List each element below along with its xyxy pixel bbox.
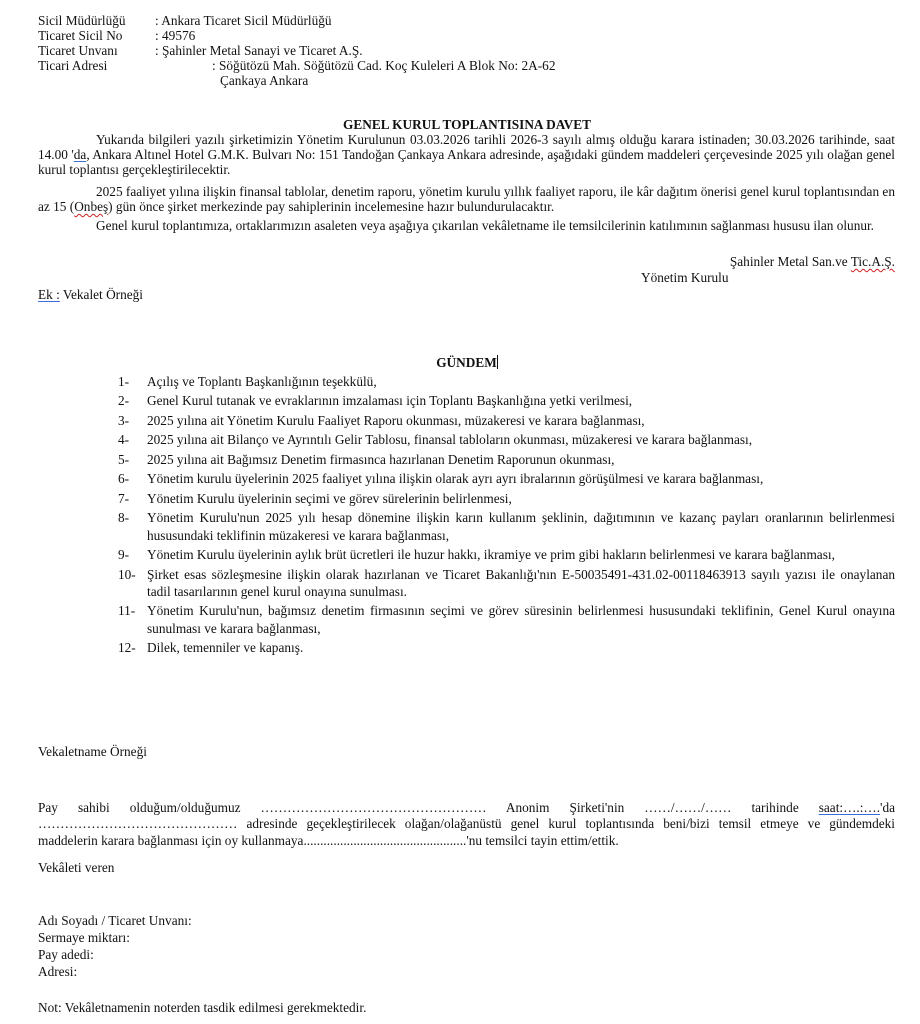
proxy-field-capital: Sermaye miktarı:: [38, 930, 130, 945]
invitation-paragraph-2: [38, 184, 895, 214]
proxy-text-end: 'da ……………………………………… adresinde geçekleştirilecek olağan/olağanüstü genel kurul toplantısında beni/bizi temsil etmeye ve gündemdeki maddelerin karara bağlanması için oy kullanmaya.................................................'nu temsilci tayin ettim/ettik.: [38, 800, 895, 848]
p1-text-end: , Ankara Altınel Hotel G.M.K. Bulvarı No: 151 Tandoğan Çankaya Ankara adresinde, aşağıdaki gündem maddeleri çerçevesinde 2025 yılı olağan genel kurul toplantısı gerçekleştirilecektir.: [38, 147, 895, 177]
agenda-item-text: Yönetim Kurulu'nun 2025 yılı hesap dönemine ilişkin karın kullanım şeklinin, dağıtımının ve kazanç payları oranlarının belirlenmesi hususundaki teklifinin müzakeresi ve karara bağlanması,: [147, 510, 895, 543]
attachment-label[interactable]: Ek :: [38, 287, 60, 302]
proxy-paragraph: [38, 800, 895, 849]
agenda-item-number: 2-: [118, 393, 130, 409]
agenda-item: [118, 509, 895, 544]
registry-no-label: Ticaret Sicil No: [38, 28, 123, 43]
trade-name-label: Ticaret Unvanı: [38, 43, 118, 58]
invitation-paragraph-3: [38, 218, 895, 233]
agenda-item-number: 11-: [118, 603, 136, 619]
spellcheck-marked-da[interactable]: da: [73, 147, 87, 162]
agenda-item: [118, 392, 895, 409]
invitation-paragraph-1: [38, 132, 895, 177]
agenda-item-text: Yönetim Kurulu'nun, bağımsız denetim firmasının seçimi ve görev süresinin belirlenmesi hususundaki teklifinin, Genel Kurul onayına sunulması ve karara bağlanması,: [147, 603, 895, 636]
agenda-item: [118, 431, 895, 448]
agenda-item-text: 2025 yılına ait Bilanço ve Ayrıntılı Gelir Tablosu, finansal tabloların okunması, müzakeresi ve karara bağlanması,: [147, 432, 753, 448]
notary-note: Not: Vekâletnamenin noterden tasdik edilmesi gerekmektedir.: [38, 1000, 367, 1015]
agenda-item-text: 2025 yılına ait Yönetim Kurulu Faaliyet Raporu okunması, müzakeresi ve karara bağlanması,: [147, 412, 645, 428]
agenda-item-text: Yönetim Kurulu üyelerinin seçimi ve görev sürelerinin belirlenmesi,: [147, 490, 512, 506]
proxy-field-shares: Pay adedi:: [38, 947, 94, 962]
proxy-field-address: Adresi:: [38, 964, 78, 979]
agenda-item-text: Şirket esas sözleşmesine ilişkin olarak hazırlanan ve Ticaret Bakanlığı'nın E-50035491-431.02-00118463913 sayılı yazısı ile onaylanan tadil tasarılarının genel kurul onayına sunulması.: [147, 566, 895, 599]
proxy-title: Vekaletname Örneği: [38, 744, 147, 759]
agenda-item-number: 4-: [118, 432, 130, 448]
agenda-item-number: 10-: [118, 566, 136, 582]
attachment-text: Vekalet Örneği: [59, 287, 143, 302]
spellcheck-marked-tic[interactable]: Tic.A.Ş.: [850, 254, 895, 269]
agenda-item-text: Dilek, temenniler ve kapanış.: [147, 640, 304, 656]
agenda-item-text: Yönetim Kurulu üyelerinin aylık brüt ücretleri ile huzur hakkı, ikramiye ve prim gibi hakların belirlenmesi ve karara bağlanması,: [147, 547, 835, 563]
trade-name-value: : Şahinler Metal Sanayi ve Ticaret A.Ş.: [155, 43, 363, 58]
agenda-item-number: 6-: [118, 471, 130, 487]
agenda-item-text: Genel Kurul tutanak ve evraklarının imzalaması için Toplantı Başkanlığına yetki verilmesi,: [147, 393, 633, 409]
p2-text-end: ) gün önce şirket merkezinde pay sahiplerinin incelemesine hazır bulundurulacaktır.: [108, 199, 555, 214]
agenda-item: [118, 412, 895, 429]
agenda-item-text: Yönetim kurulu üyelerinin 2025 faaliyet yılına ilişkin olarak ayrı ayrı ibralarının görüşülmesi ve karara bağlanması,: [147, 471, 764, 487]
invitation-title: GENEL KURUL TOPLANTISINA DAVET: [343, 117, 591, 132]
agenda-item: [118, 373, 895, 390]
grantor-label: Vekâleti veren: [38, 860, 115, 875]
agenda-item-number: 3-: [118, 412, 130, 428]
agenda-item: [118, 602, 895, 637]
address-value-line2: Çankaya Ankara: [220, 73, 309, 88]
agenda-item: [118, 490, 895, 507]
address-value: : Söğütözü Mah. Söğütözü Cad. Koç Kuleleri A Blok No: 2A-62: [212, 58, 556, 73]
spellcheck-marked-onbes[interactable]: Onbeş: [74, 199, 109, 214]
signature-board: Yönetim Kurulu: [641, 270, 729, 285]
agenda-item: [118, 639, 895, 656]
spellcheck-marked-saat[interactable]: saat:….:….: [818, 800, 881, 815]
attachment-line: [38, 287, 143, 302]
agenda-item-number: 5-: [118, 451, 130, 467]
agenda-title-text: GÜNDEM: [436, 355, 497, 370]
signature-company-text: Şahinler Metal San.ve: [729, 254, 851, 269]
signature-company: [730, 254, 895, 269]
p2-text-start: 2025 faaliyet yılına ilişkin finansal tablolar, denetim raporu, yönetim kurulu yıllık faaliyet raporu, ile kâr dağıtım önerisi genel kurul toplantısından en az 15 (: [38, 184, 895, 214]
agenda-list: [118, 373, 895, 659]
address-label: Ticari Adresi: [38, 58, 108, 73]
agenda-item-number: 7-: [118, 490, 130, 506]
proxy-field-name: Adı Soyadı / Ticaret Unvanı:: [38, 913, 192, 928]
registry-office-label: Sicil Müdürlüğü: [38, 13, 126, 28]
agenda-item: [118, 451, 895, 468]
agenda-item-number: 8-: [118, 510, 130, 526]
agenda-item-number: 9-: [118, 547, 130, 563]
agenda-item-number: 1-: [118, 374, 130, 389]
p3-text: Genel kurul toplantımıza, ortaklarımızın asaleten veya aşağıya çıkarılan vekâletname ile temsilcilerinin katılımının sağlanması hususu ilan olunur.: [96, 218, 875, 233]
agenda-title: [0, 355, 920, 370]
agenda-item-text: 2025 yılına ait Bağımsız Denetim firmasınca hazırlanan Denetim Raporunun okunması,: [147, 451, 615, 467]
text-cursor: [497, 355, 498, 369]
agenda-item-number: 12-: [118, 640, 136, 656]
agenda-item: [118, 566, 895, 601]
agenda-item: [118, 546, 895, 563]
registry-no-value: : 49576: [155, 28, 196, 43]
registry-office-value: : Ankara Ticaret Sicil Müdürlüğü: [155, 13, 332, 28]
agenda-item-text: Açılış ve Toplantı Başkanlığının teşekkülü,: [147, 374, 377, 389]
proxy-text-start: Pay sahibi olduğum/olduğumuz …………………………………………… Anonim Şirketi'nin ……/……/…… tarihinde: [38, 800, 819, 815]
agenda-item: [118, 470, 895, 487]
p1-text-start: Yukarıda bilgileri yazılı şirketimizin Yönetim Kurulunun 03.03.2026 tarihli 2026-3 sayılı almış olduğu karara istinaden; 30.03.2026 tarihinde, saat 14.00 ': [38, 132, 895, 162]
